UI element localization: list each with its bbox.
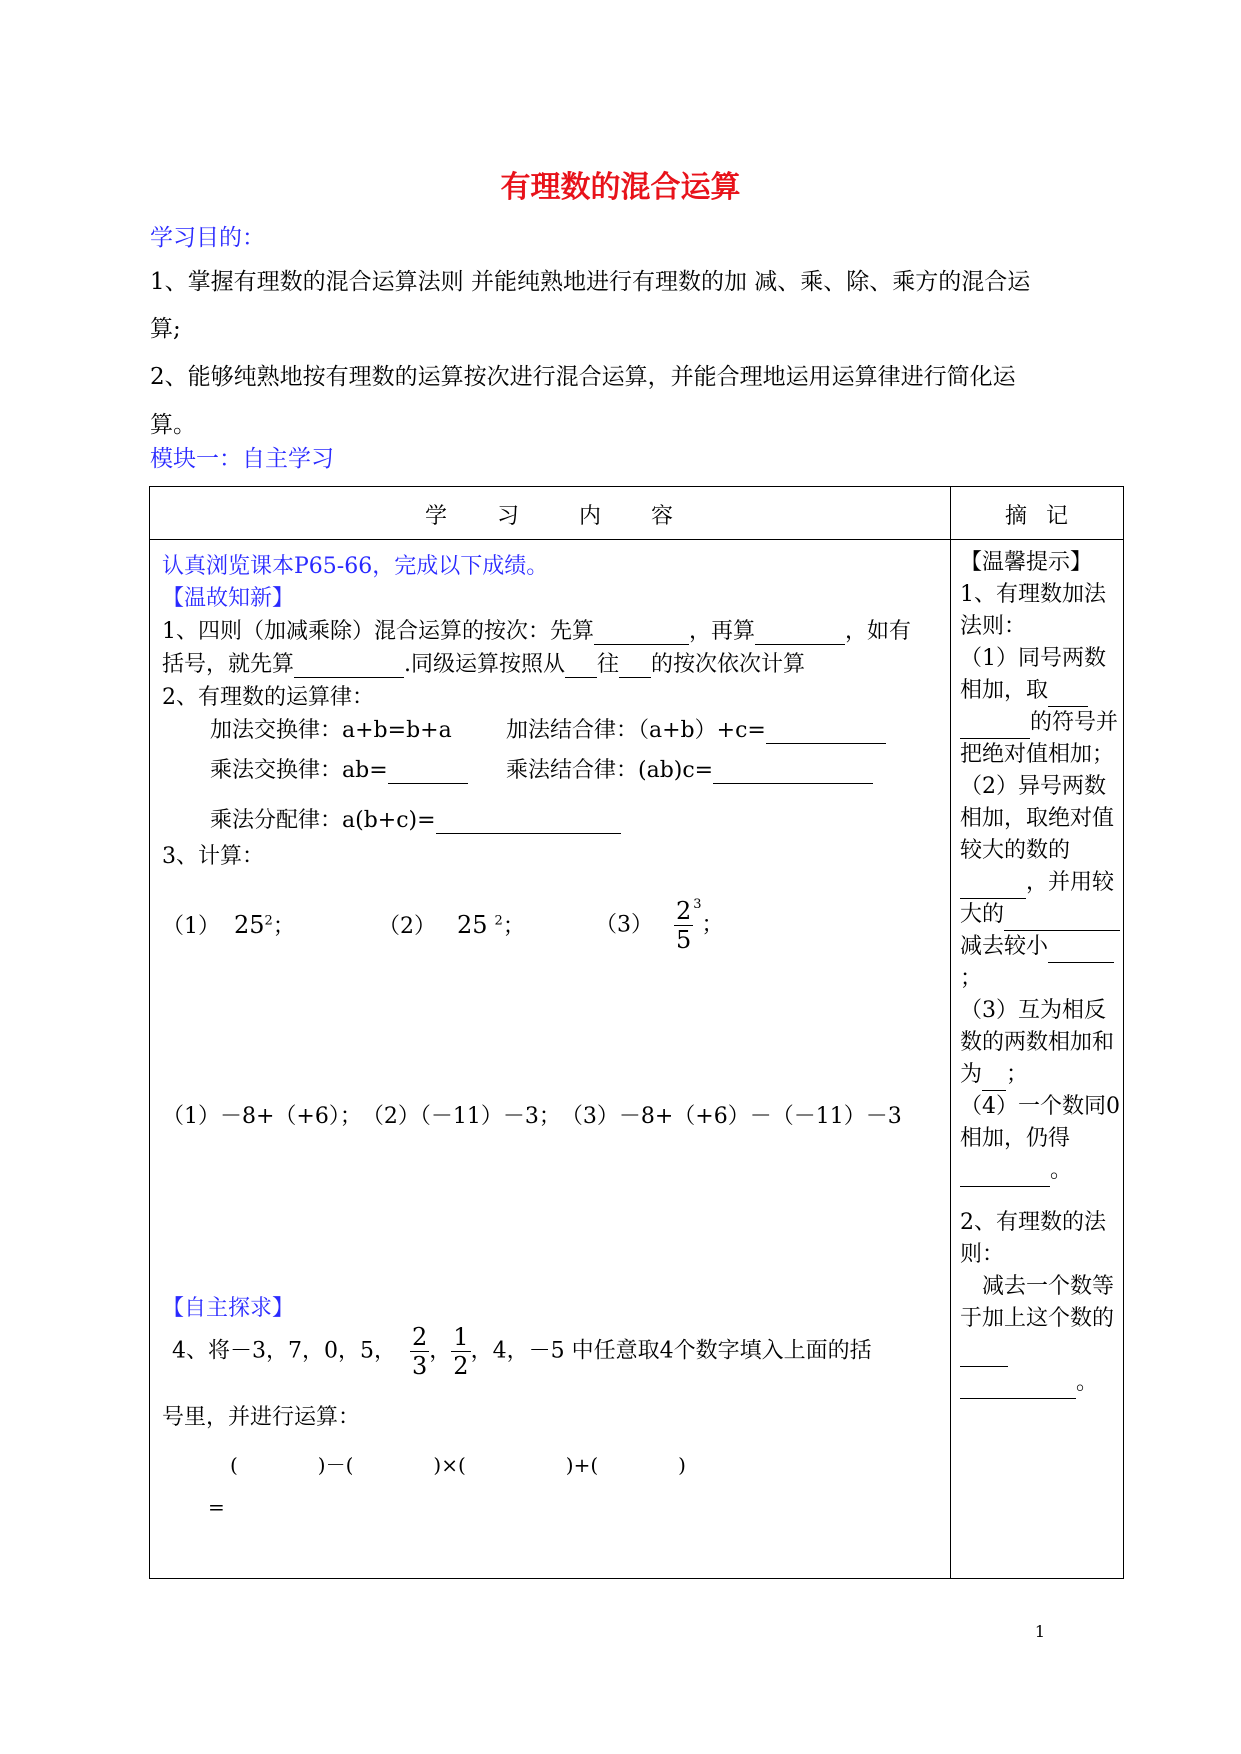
blank[interactable] — [436, 811, 621, 834]
note-4: （3）互为相反数的两数相加和为 ； — [960, 995, 1120, 1091]
question-1-line1: 1、四则（加减乘除）混合运算的按次：先算 ，再算 ，如有 — [162, 619, 912, 644]
blank[interactable] — [1048, 908, 1120, 931]
law-distributive: 乘法分配律：a(b+c)= — [210, 803, 621, 834]
notes-heading: 【温馨提示】 — [960, 550, 1093, 575]
note-7: 减去一个数等于加上这个数的。 — [960, 1271, 1120, 1399]
header-content-char-4: 容 — [651, 504, 674, 529]
blank[interactable] — [1048, 684, 1088, 707]
note-3: （2）异号两数相加，取绝对值较大的数的，并用较大的减去较小； — [960, 771, 1120, 995]
blank[interactable] — [960, 1164, 1050, 1187]
blank[interactable] — [619, 655, 651, 678]
objective-1-line1: 1、掌握有理数的混合运算法则 并能纯熟地进行有理数的加 减、乘、除、乘方的混合运 — [150, 269, 1031, 295]
blank[interactable] — [960, 876, 1026, 899]
blank[interactable] — [594, 622, 689, 645]
review-heading: 【温故知新】 — [162, 586, 295, 611]
question-3: 3、计算： — [162, 844, 264, 869]
law-add-commutative: 加法交换律：a+b=b+a — [210, 718, 452, 743]
fraction: $\frac{2}{5}$ — [675, 897, 692, 954]
study-table — [149, 486, 1124, 1579]
calc-3: （3） $\frac{2}{5}$ $^3$； — [595, 897, 724, 954]
header-content-char-3: 内 — [579, 504, 602, 529]
law-mul-commutative: 乘法交换律：ab= — [210, 753, 468, 784]
page-number: 1 — [1034, 1622, 1045, 1641]
note-2: （1）同号两数相加，取的符号并把绝对值相加； — [960, 646, 1119, 767]
objective-2-line1: 2、能够纯熟地按有理数的运算按次进行混合运算，并能合理地运用运算律进行简化运 — [150, 364, 1016, 390]
blank[interactable] — [713, 761, 873, 784]
calc-1: （1） $25^2$； — [162, 911, 295, 939]
expression: ( )－( )×( )+( ) — [230, 1453, 686, 1477]
law-add-associative: 加法结合律：（a+b）+c= — [506, 713, 886, 744]
question-1-line2: 括号，就先算 .同级运算按照从 往 的按次依次计算 — [162, 652, 806, 677]
calc-2: （2） 25 $^2$； — [378, 911, 525, 939]
blank[interactable] — [565, 655, 597, 678]
note-1: 1、有理数加法法则： — [960, 582, 1106, 639]
header-content-char-2: 习 — [497, 504, 520, 529]
blank[interactable] — [960, 1344, 1008, 1367]
blank[interactable] — [960, 1376, 1076, 1399]
note-6: 2、有理数的法则： — [960, 1210, 1106, 1267]
blank[interactable] — [1004, 908, 1048, 931]
header-notes: 摘 记 — [1005, 504, 1074, 529]
blank[interactable] — [294, 655, 404, 678]
question-2: 2、有理数的运算律： — [162, 685, 374, 710]
header-divider — [150, 539, 1123, 540]
blank[interactable] — [1048, 940, 1114, 963]
fraction: $\frac{1}{2}$ — [453, 1323, 469, 1380]
header-content-char-1: 学 — [425, 504, 448, 529]
objective-2-line2: 算。 — [150, 412, 196, 438]
intro-text: 认真浏览课本P65-66，完成以下成绩。 — [162, 554, 549, 579]
notes-column — [960, 547, 1120, 1399]
explore-heading: 【自主探求】 — [162, 1296, 295, 1321]
blank[interactable] — [755, 622, 845, 645]
page-title: 有理数的混合运算 — [500, 170, 741, 205]
blank[interactable] — [960, 716, 1030, 739]
question-4-line1: 4、将－3，7，0，5， $\frac{2}{3}$ ， $\frac{1}{2}$ ，4，－5 中任意取4个数字填入上面的括 — [172, 1323, 872, 1380]
objective-1-line2: 算; — [150, 316, 181, 342]
blank[interactable] — [388, 761, 468, 784]
blank[interactable] — [982, 1068, 1006, 1091]
blank[interactable] — [766, 721, 886, 744]
equals-sign: = — [208, 1495, 225, 1519]
objectives-heading: 学习目的： — [150, 225, 265, 251]
module-heading: 模块一：自主学习 — [150, 446, 334, 472]
question-4-line2: 号里，并进行运算： — [162, 1405, 361, 1430]
law-mul-associative: 乘法结合律：(ab)c= — [506, 753, 873, 784]
fraction: $\frac{2}{3}$ — [412, 1323, 428, 1380]
column-divider — [950, 487, 951, 1578]
note-5: （4）一个数同0相加，仍得。 — [960, 1091, 1120, 1187]
calc-row-2: （1）－8+（+6）； （2）（－11）－3； （3）－8+（+6）－（－11）－3 — [162, 1104, 902, 1129]
